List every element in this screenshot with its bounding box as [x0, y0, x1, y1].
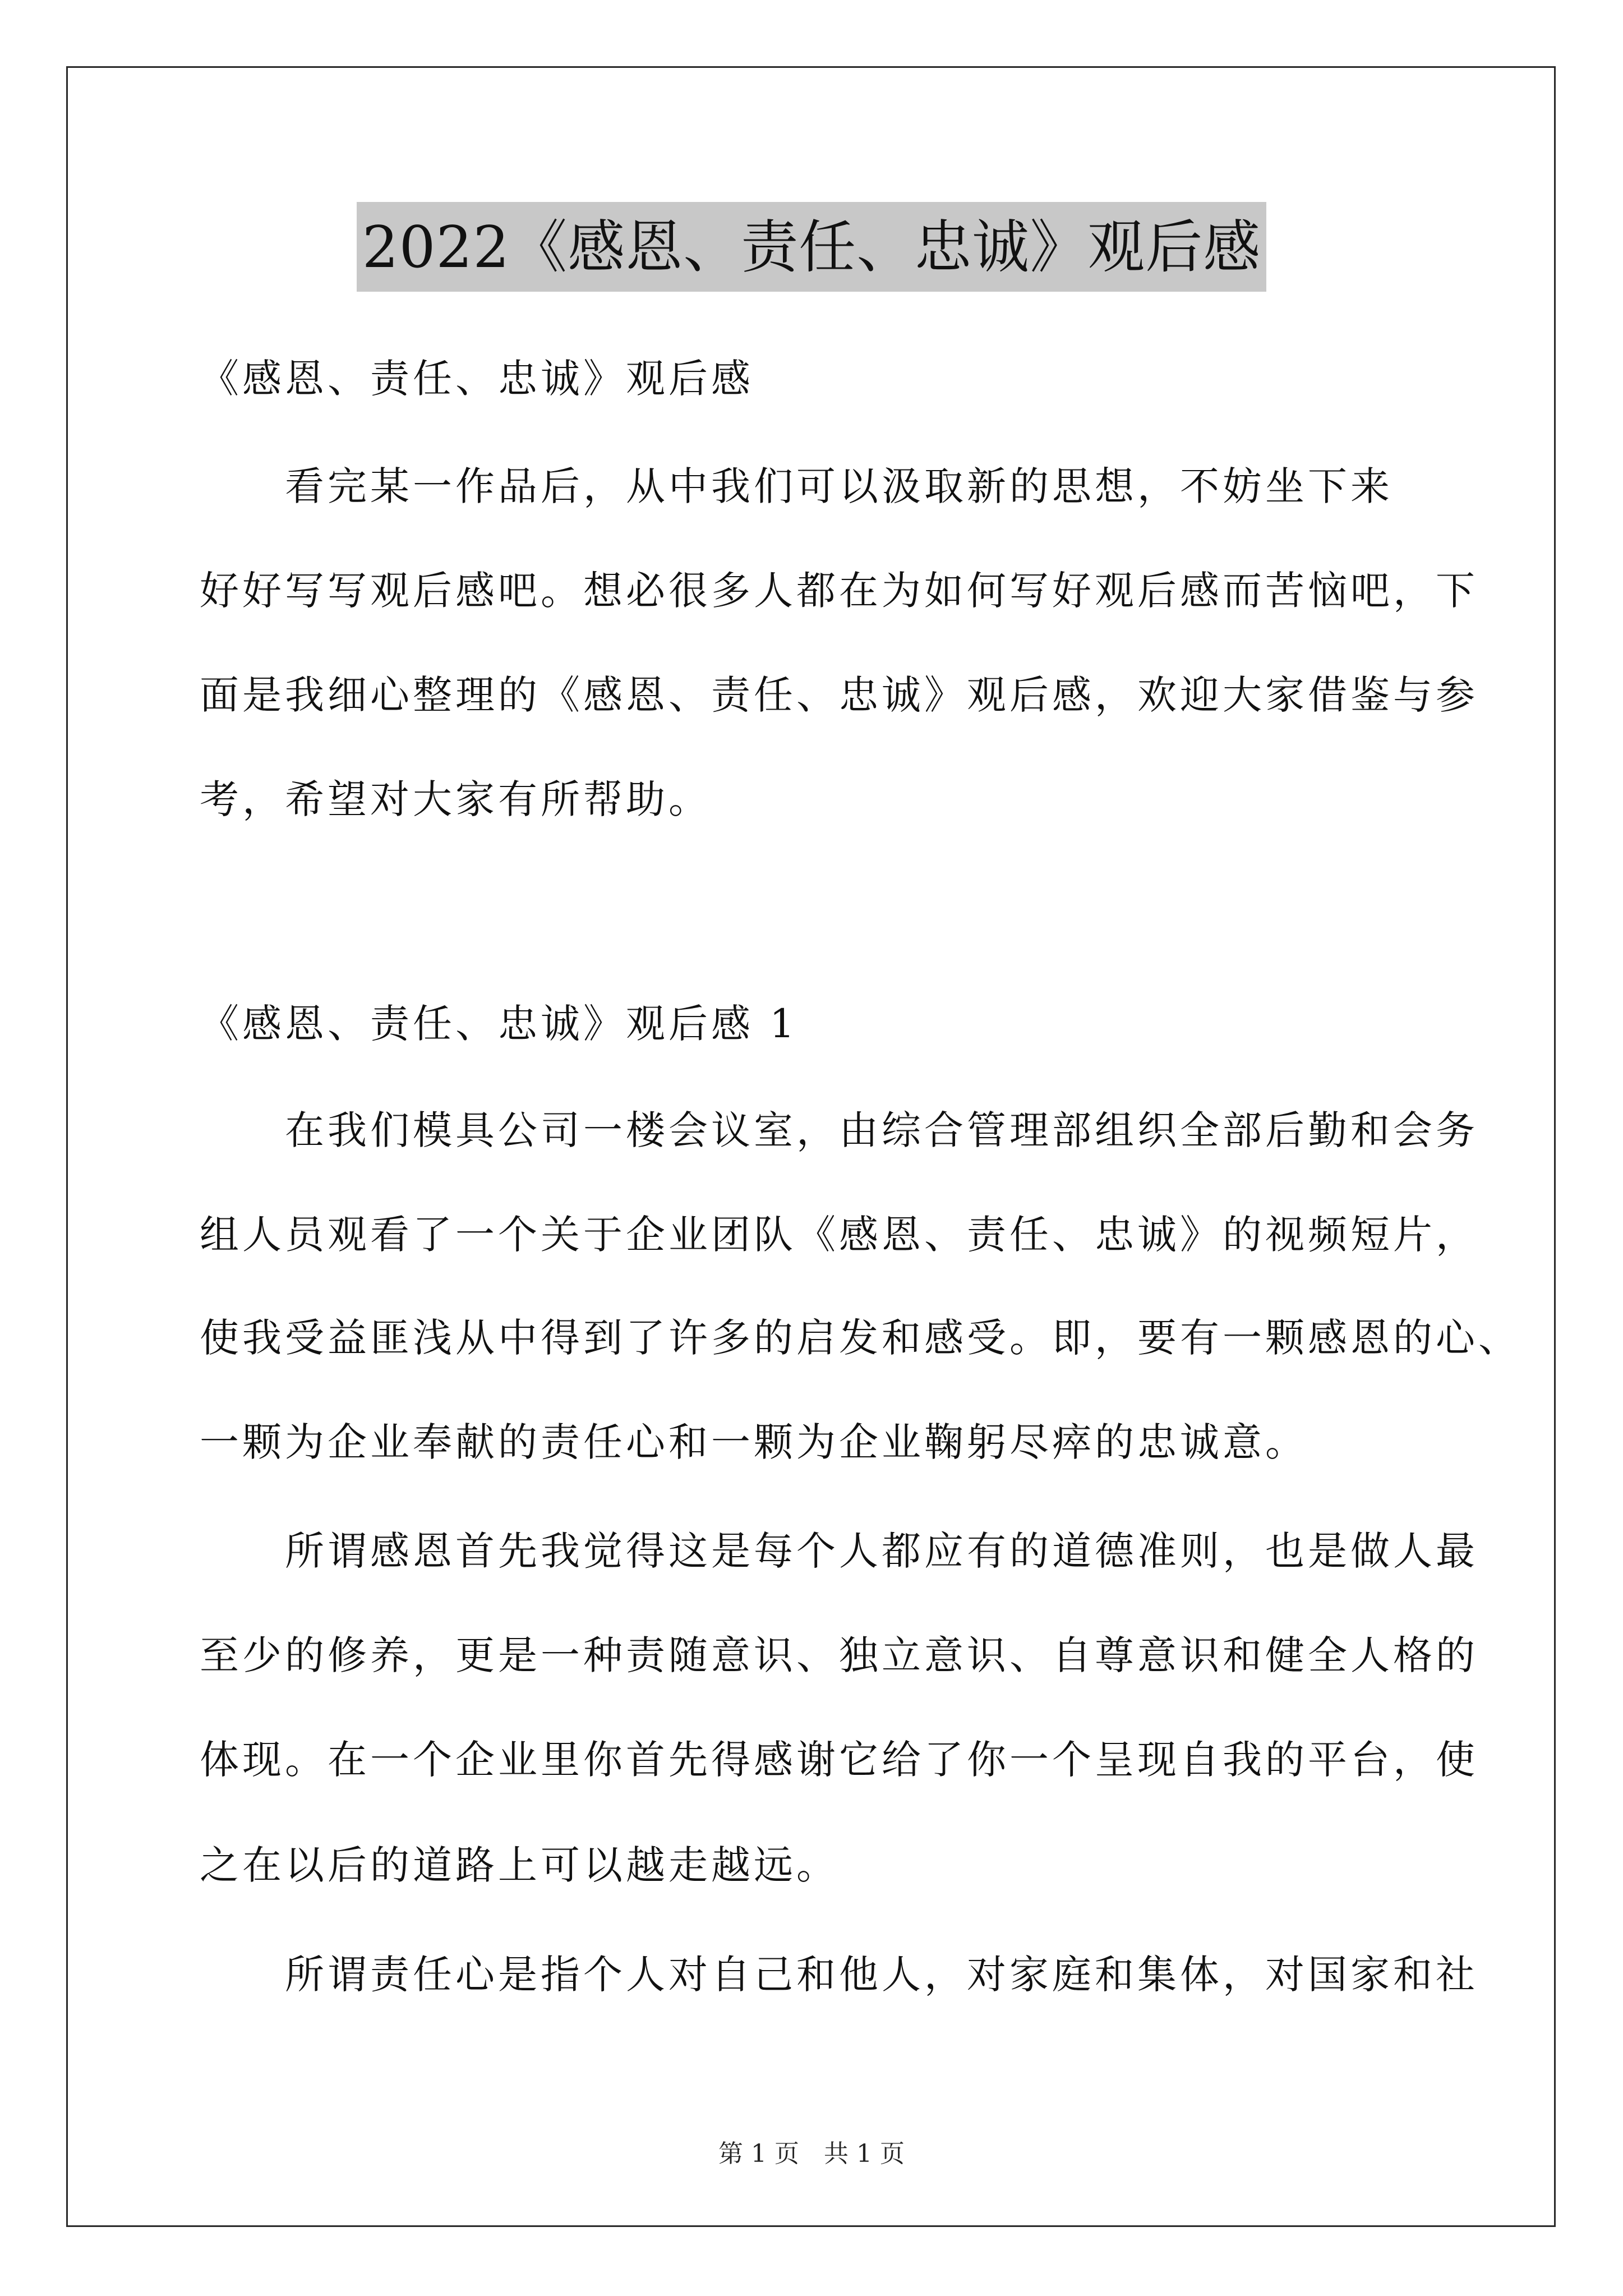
title-container [0, 202, 1623, 292]
document-title: 2022《感恩、责任、忠诚》观后感 [357, 202, 1267, 292]
body-line: 使我受益匪浅从中得到了许多的启发和感受。即，要有一颗感恩的心、 [200, 1315, 1521, 1361]
body-line: 体现。在一个企业里你首先得感谢它给了你一个呈现自我的平台，使 [200, 1737, 1478, 1783]
body-line: 所谓感恩首先我觉得这是每个人都应有的道德准则，也是做人最 [200, 1528, 1478, 1574]
subtitle-line: 《感恩、责任、忠诚》观后感 [200, 356, 754, 402]
body-line: 考，希望对大家有所帮助。 [200, 776, 711, 822]
body-line: 看完某一作品后，从中我们可以汲取新的思想，不妨坐下来 [200, 463, 1393, 509]
page-footer: 第 1 页 共 1 页 [718, 2139, 905, 2168]
body-line: 所谓责任心是指个人对自己和他人，对家庭和集体，对国家和社 [200, 1952, 1478, 1998]
body-line: 好好写写观后感吧。想必很多人都在为如何写好观后感而苦恼吧，下 [200, 568, 1478, 614]
body-line: 一颗为企业奉献的责任心和一颗为企业鞠躬尽瘁的忠诚意。 [200, 1419, 1308, 1465]
section-heading: 《感恩、责任、忠诚》观后感 1 [200, 1001, 798, 1047]
body-line: 组人员观看了一个关于企业团队《感恩、责任、忠诚》的视频短片， [200, 1212, 1478, 1258]
body-line: 之在以后的道路上可以越走越远。 [200, 1842, 839, 1888]
body-line: 至少的修养，更是一种责随意识、独立意识、自尊意识和健全人格的 [200, 1632, 1478, 1678]
body-line: 面是我细心整理的《感恩、责任、忠诚》观后感，欢迎大家借鉴与参 [200, 672, 1478, 718]
body-line: 在我们模具公司一楼会议室，由综合管理部组织全部后勤和会务 [200, 1107, 1478, 1153]
